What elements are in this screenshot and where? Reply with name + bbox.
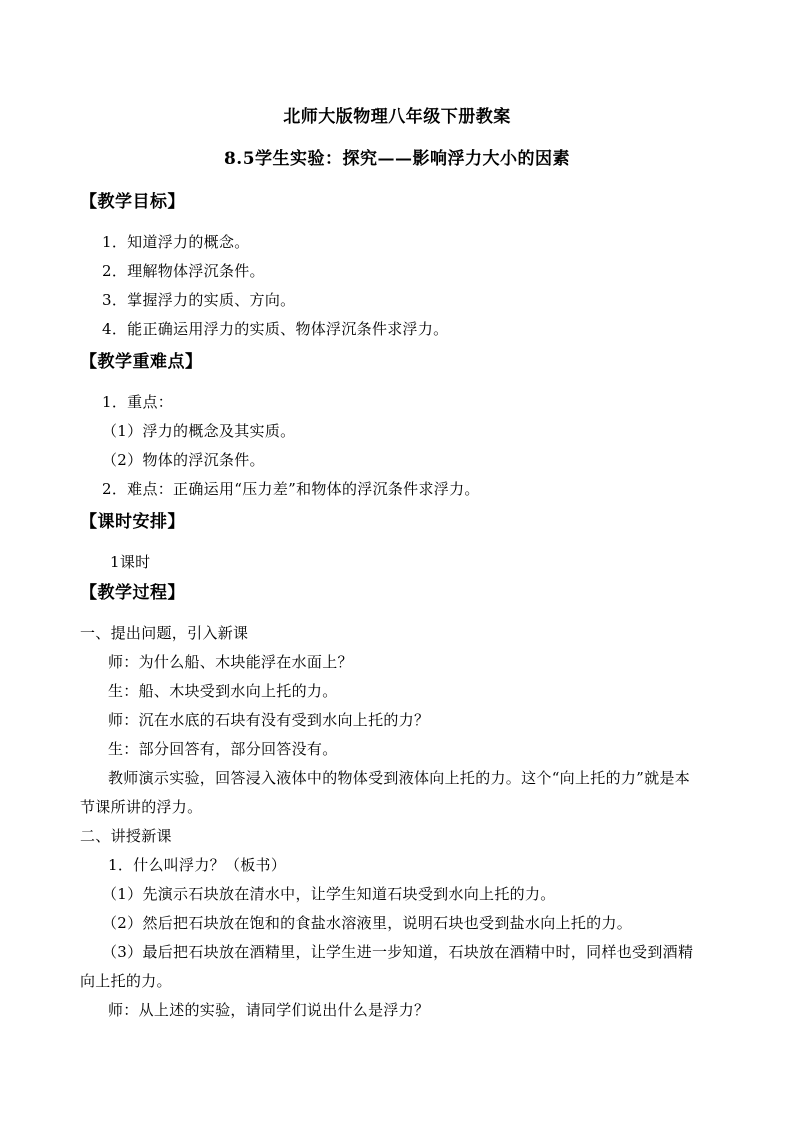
document-subtitle: 8.5学生实验：探究——影响浮力大小的因素	[223, 149, 571, 169]
section-heading-schedule: 【课时安排】	[80, 512, 185, 532]
process-line: 师：从上述的实验，请同学们说出什么是浮力？	[108, 1001, 430, 1019]
goal-item: 1．知道浮力的概念。	[102, 233, 250, 251]
process-line: 节课所讲的浮力。	[80, 798, 203, 816]
key-point-item: （1）浮力的概念及其实质。	[102, 422, 296, 440]
process-line: 师：沉在水底的石块有没有受到水向上托的力？	[108, 711, 430, 729]
process-line: 二、讲授新课	[80, 827, 172, 845]
process-line: （1）先演示石块放在清水中，让学生知道石块受到水向上托的力。	[102, 885, 556, 903]
process-line: 一、提出问题，引入新课	[80, 624, 249, 642]
goal-item: 3．掌握浮力的实质、方向。	[102, 291, 296, 309]
section-heading-goals: 【教学目标】	[80, 192, 185, 212]
key-point-item: （2）物体的浮沉条件。	[102, 451, 265, 469]
process-line: （3）最后把石块放在酒精里，让学生进一步知道，石块放在酒精中时，同样也受到酒精	[102, 943, 694, 961]
process-line: 生：部分回答有，部分回答没有。	[108, 740, 338, 758]
process-line: （2）然后把石块放在饱和的食盐水溶液里，说明石块也受到盐水向上托的力。	[102, 914, 633, 932]
key-point-item: 1．重点：	[102, 393, 174, 411]
section-heading-key-points: 【教学重难点】	[80, 352, 203, 372]
section-heading-process: 【教学过程】	[80, 583, 185, 603]
document-title: 北师大版物理八年级下册教案	[283, 107, 511, 127]
process-line: 师：为什么船、木块能浮在水面上？	[108, 653, 353, 671]
key-point-item: 2．难点：正确运用“压力差”和物体的浮沉条件求浮力。	[102, 480, 480, 498]
process-line: 教师演示实验，回答浸入液体中的物体受到液体向上托的力。这个“向上托的力”就是本	[108, 769, 691, 787]
process-line: 1．什么叫浮力？（板书）	[108, 856, 287, 874]
process-line: 向上托的力。	[80, 972, 172, 990]
schedule-text: 1课时	[110, 553, 151, 571]
goal-item: 2．理解物体浮沉条件。	[102, 262, 265, 280]
process-line: 生：船、木块受到水向上托的力。	[108, 682, 338, 700]
goal-item: 4．能正确运用浮力的实质、物体浮沉条件求浮力。	[102, 320, 449, 338]
